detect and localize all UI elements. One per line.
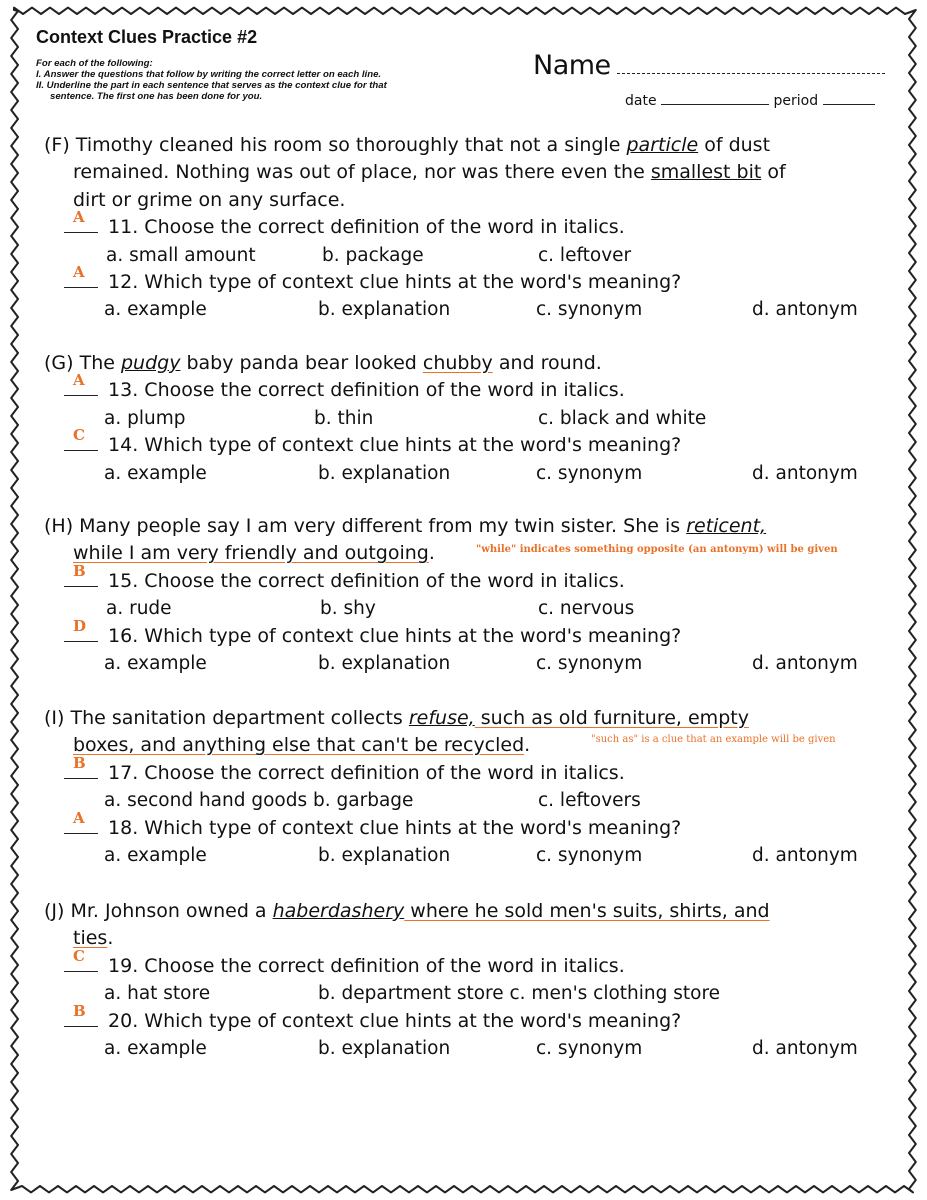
context-clue: smallest bit xyxy=(650,161,762,184)
question-text: 15. Choose the correct definition of the word in italics. xyxy=(108,569,625,592)
section-f xyxy=(44,132,894,324)
question-text: 18. Which type of context clue hints at the word's meaning? xyxy=(108,816,682,839)
answer-letter: A xyxy=(73,208,85,227)
option: c. synonym xyxy=(536,299,643,321)
name-blank[interactable] xyxy=(617,73,885,74)
section-g xyxy=(44,350,894,487)
answer-blank[interactable] xyxy=(64,426,102,459)
passage-text: of xyxy=(761,161,786,184)
section-h xyxy=(44,513,894,677)
option: b. package xyxy=(322,244,424,266)
passage-text: of dust xyxy=(698,134,771,156)
question-text: 16. Which type of context clue hints at the word's meaning? xyxy=(108,624,682,647)
option: c. nervous xyxy=(538,598,635,620)
instruction-line: II. Underline the part in each sentence that serves as the context clue for that xyxy=(36,80,387,91)
option: b. department store c. men's clothing store xyxy=(318,983,721,1005)
name-field[interactable] xyxy=(533,50,885,81)
answer-letter: B xyxy=(73,1001,86,1020)
option: d. antonym xyxy=(752,1037,858,1059)
passage-text: . xyxy=(107,927,114,950)
passage-text: . xyxy=(428,542,435,565)
passage-text: (I) The sanitation department collects xyxy=(44,707,409,729)
teacher-note: "while" indicates something opposite (an antonym) will be given xyxy=(476,544,838,556)
option: d. antonym xyxy=(752,844,858,866)
answer-blank[interactable] xyxy=(64,808,102,842)
question-text: 20. Which type of context clue hints at the word's meaning? xyxy=(108,1009,682,1032)
instruction-line: sentence. The first one has been done for you. xyxy=(50,91,263,102)
teacher-note: "such as" is a clue that an example will be given xyxy=(591,734,836,746)
answer-blank[interactable] xyxy=(64,371,102,404)
option: a. example xyxy=(104,1037,207,1059)
passage-text: (J) Mr. Johnson owned a xyxy=(44,900,273,922)
answer-letter: B xyxy=(73,561,86,580)
answer-blank[interactable] xyxy=(64,1001,102,1035)
date-period-row xyxy=(625,93,875,109)
question-text: 12. Which type of context clue hints at the word's meaning? xyxy=(108,270,682,293)
section-j xyxy=(44,898,894,1062)
instruction-line: I. Answer the questions that follow by writing the correct letter on each line. xyxy=(36,69,382,80)
answer-letter: A xyxy=(73,808,85,827)
instructions xyxy=(36,58,516,102)
option: d. antonym xyxy=(752,299,858,321)
context-clue: such as old furniture, empty xyxy=(474,707,749,729)
answer-blank[interactable] xyxy=(64,208,102,241)
option: a. small amount xyxy=(106,244,256,266)
option: c. synonym xyxy=(536,652,643,674)
answer-letter: C xyxy=(73,426,85,445)
date-label: date xyxy=(625,93,657,109)
context-clue: where he sold men's suits, shirts, and xyxy=(404,900,770,922)
answer-letter: A xyxy=(73,262,85,281)
answer-blank[interactable] xyxy=(64,753,102,787)
option: c. leftovers xyxy=(538,790,641,812)
option: b. thin xyxy=(314,407,374,429)
option: b. explanation xyxy=(318,462,451,484)
question-text: 13. Choose the correct definition of the word in italics. xyxy=(108,379,625,402)
question-text: 19. Choose the correct definition of the word in italics. xyxy=(108,954,625,977)
question-text: 17. Choose the correct definition of the word in italics. xyxy=(108,761,625,784)
option: a. example xyxy=(104,299,207,321)
vocab-word: haberdashery xyxy=(272,900,405,922)
answer-letter: C xyxy=(73,946,85,965)
option: c. leftover xyxy=(538,244,632,266)
option: a. second hand goods b. garbage xyxy=(104,790,414,812)
option: a. rude xyxy=(106,598,172,620)
context-clue: while I am very friendly and outgoing xyxy=(73,542,429,565)
passage-text: remained. Nothing was out of place, nor was there even the xyxy=(73,161,651,184)
period-blank[interactable] xyxy=(823,104,875,105)
vocab-word: reticent, xyxy=(686,515,767,537)
vocab-word: particle xyxy=(626,134,699,156)
option: b. explanation xyxy=(318,1037,451,1059)
vocab-word: refuse, xyxy=(408,707,475,729)
passage-text: . xyxy=(524,734,531,757)
passage-text: (G) The xyxy=(44,352,121,374)
answer-blank[interactable] xyxy=(64,262,102,296)
page-title: Context Clues Practice #2 xyxy=(36,27,258,47)
period-label: period xyxy=(773,93,819,109)
option: a. hat store xyxy=(104,983,211,1005)
option: b. explanation xyxy=(318,652,451,674)
answer-letter: A xyxy=(73,371,85,390)
passage-text: baby panda bear looked xyxy=(180,352,423,374)
option: c. black and white xyxy=(538,407,707,429)
context-clue: chubby xyxy=(422,352,493,374)
question-text: 11. Choose the correct definition of the word in italics. xyxy=(108,216,625,239)
passage-text: dirt or grime on any surface. xyxy=(73,188,346,211)
passage-text: and round. xyxy=(492,352,602,374)
answer-blank[interactable] xyxy=(64,946,102,980)
option: b. shy xyxy=(320,598,376,620)
question-text: 14. Which type of context clue hints at the word's meaning? xyxy=(108,434,682,457)
option: a. example xyxy=(104,462,207,484)
option: b. explanation xyxy=(318,844,451,866)
passage-text: (H) Many people say I am very different from my twin sister. She is xyxy=(44,515,687,537)
date-blank[interactable] xyxy=(661,104,769,105)
option: a. plump xyxy=(104,407,186,429)
option: a. example xyxy=(104,844,207,866)
option: c. synonym xyxy=(536,844,643,866)
context-clue: ties xyxy=(73,927,108,950)
passage-text: (F) Timothy cleaned his room so thoroughly that not a single xyxy=(44,134,627,156)
instruction-line: For each of the following: xyxy=(36,58,153,69)
context-clue: boxes, and anything else that can't be recycled xyxy=(73,734,525,757)
option: a. example xyxy=(104,652,207,674)
vocab-word: pudgy xyxy=(120,352,181,374)
option: d. antonym xyxy=(752,462,858,484)
answer-letter: B xyxy=(73,753,86,772)
name-label: Name xyxy=(533,50,611,81)
option: c. synonym xyxy=(536,462,643,484)
answer-letter: D xyxy=(73,616,87,635)
option: c. synonym xyxy=(536,1037,643,1059)
answer-blank[interactable] xyxy=(64,616,102,650)
answer-blank[interactable] xyxy=(64,561,102,595)
option: b. explanation xyxy=(318,299,451,321)
section-i xyxy=(44,705,894,869)
option: d. antonym xyxy=(752,652,858,674)
